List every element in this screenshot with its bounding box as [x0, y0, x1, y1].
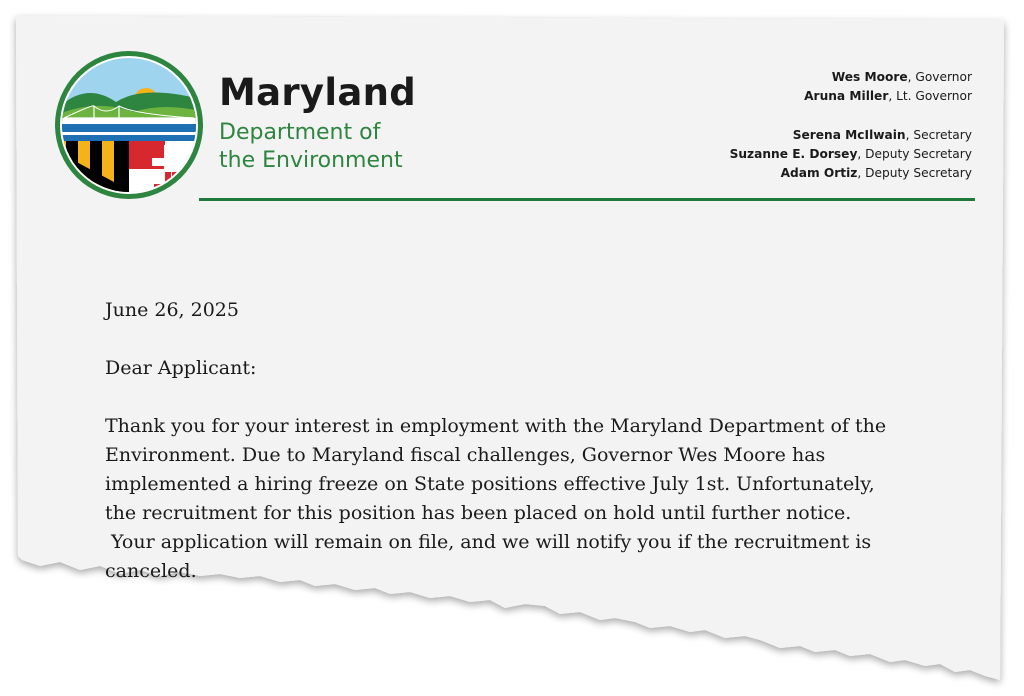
- official-deputy-secretary: [730, 164, 972, 183]
- letter-salutation: Dear Applicant:: [105, 357, 257, 379]
- paragraph-line: canceled.: [105, 560, 197, 582]
- official-name: Wes Moore: [831, 70, 908, 84]
- official-name: Adam Ortiz: [780, 166, 858, 180]
- letter-body: [105, 296, 965, 586]
- paragraph-line: the recruitment for this position has been placed on hold until further notice.: [105, 502, 852, 524]
- paragraph-line: implemented a hiring freeze on State positions effective July 1st. Unfortunately,: [105, 473, 875, 495]
- org-name: Maryland: [219, 71, 417, 114]
- paragraph-line: Thank you for your interest in employment with the Maryland Department of the: [105, 415, 887, 437]
- dept-line-2: the Environment: [219, 148, 403, 173]
- official-governor: [730, 68, 972, 87]
- paragraph-line: Environment. Due to Maryland fiscal challenges, Governor Wes Moore has: [105, 444, 826, 466]
- official-title: , Deputy Secretary: [857, 147, 972, 161]
- header-divider: [199, 198, 975, 201]
- official-name: Aruna Miller: [804, 89, 889, 103]
- official-name: Serena McIlwain: [792, 128, 906, 142]
- paragraph-line: Your application will remain on file, and we will notify you if the recruitment is: [105, 531, 872, 553]
- official-title: , Deputy Secretary: [857, 166, 972, 180]
- officials-spacer: [730, 106, 972, 126]
- official-name: Suzanne E. Dorsey: [729, 147, 858, 161]
- letter-date: June 26, 2025: [105, 299, 239, 321]
- official-secretary: [730, 126, 972, 145]
- officials-list: [730, 68, 972, 183]
- mde-logo-seal: [54, 50, 204, 200]
- official-lt-governor: [730, 87, 972, 106]
- letter-paragraph: [105, 412, 965, 586]
- official-deputy-secretary: [730, 145, 972, 164]
- official-title: , Governor: [907, 70, 972, 84]
- official-title: , Lt. Governor: [888, 89, 972, 103]
- official-title: , Secretary: [905, 128, 972, 142]
- org-header: [219, 70, 416, 175]
- dept-line-1: Department of: [219, 120, 381, 145]
